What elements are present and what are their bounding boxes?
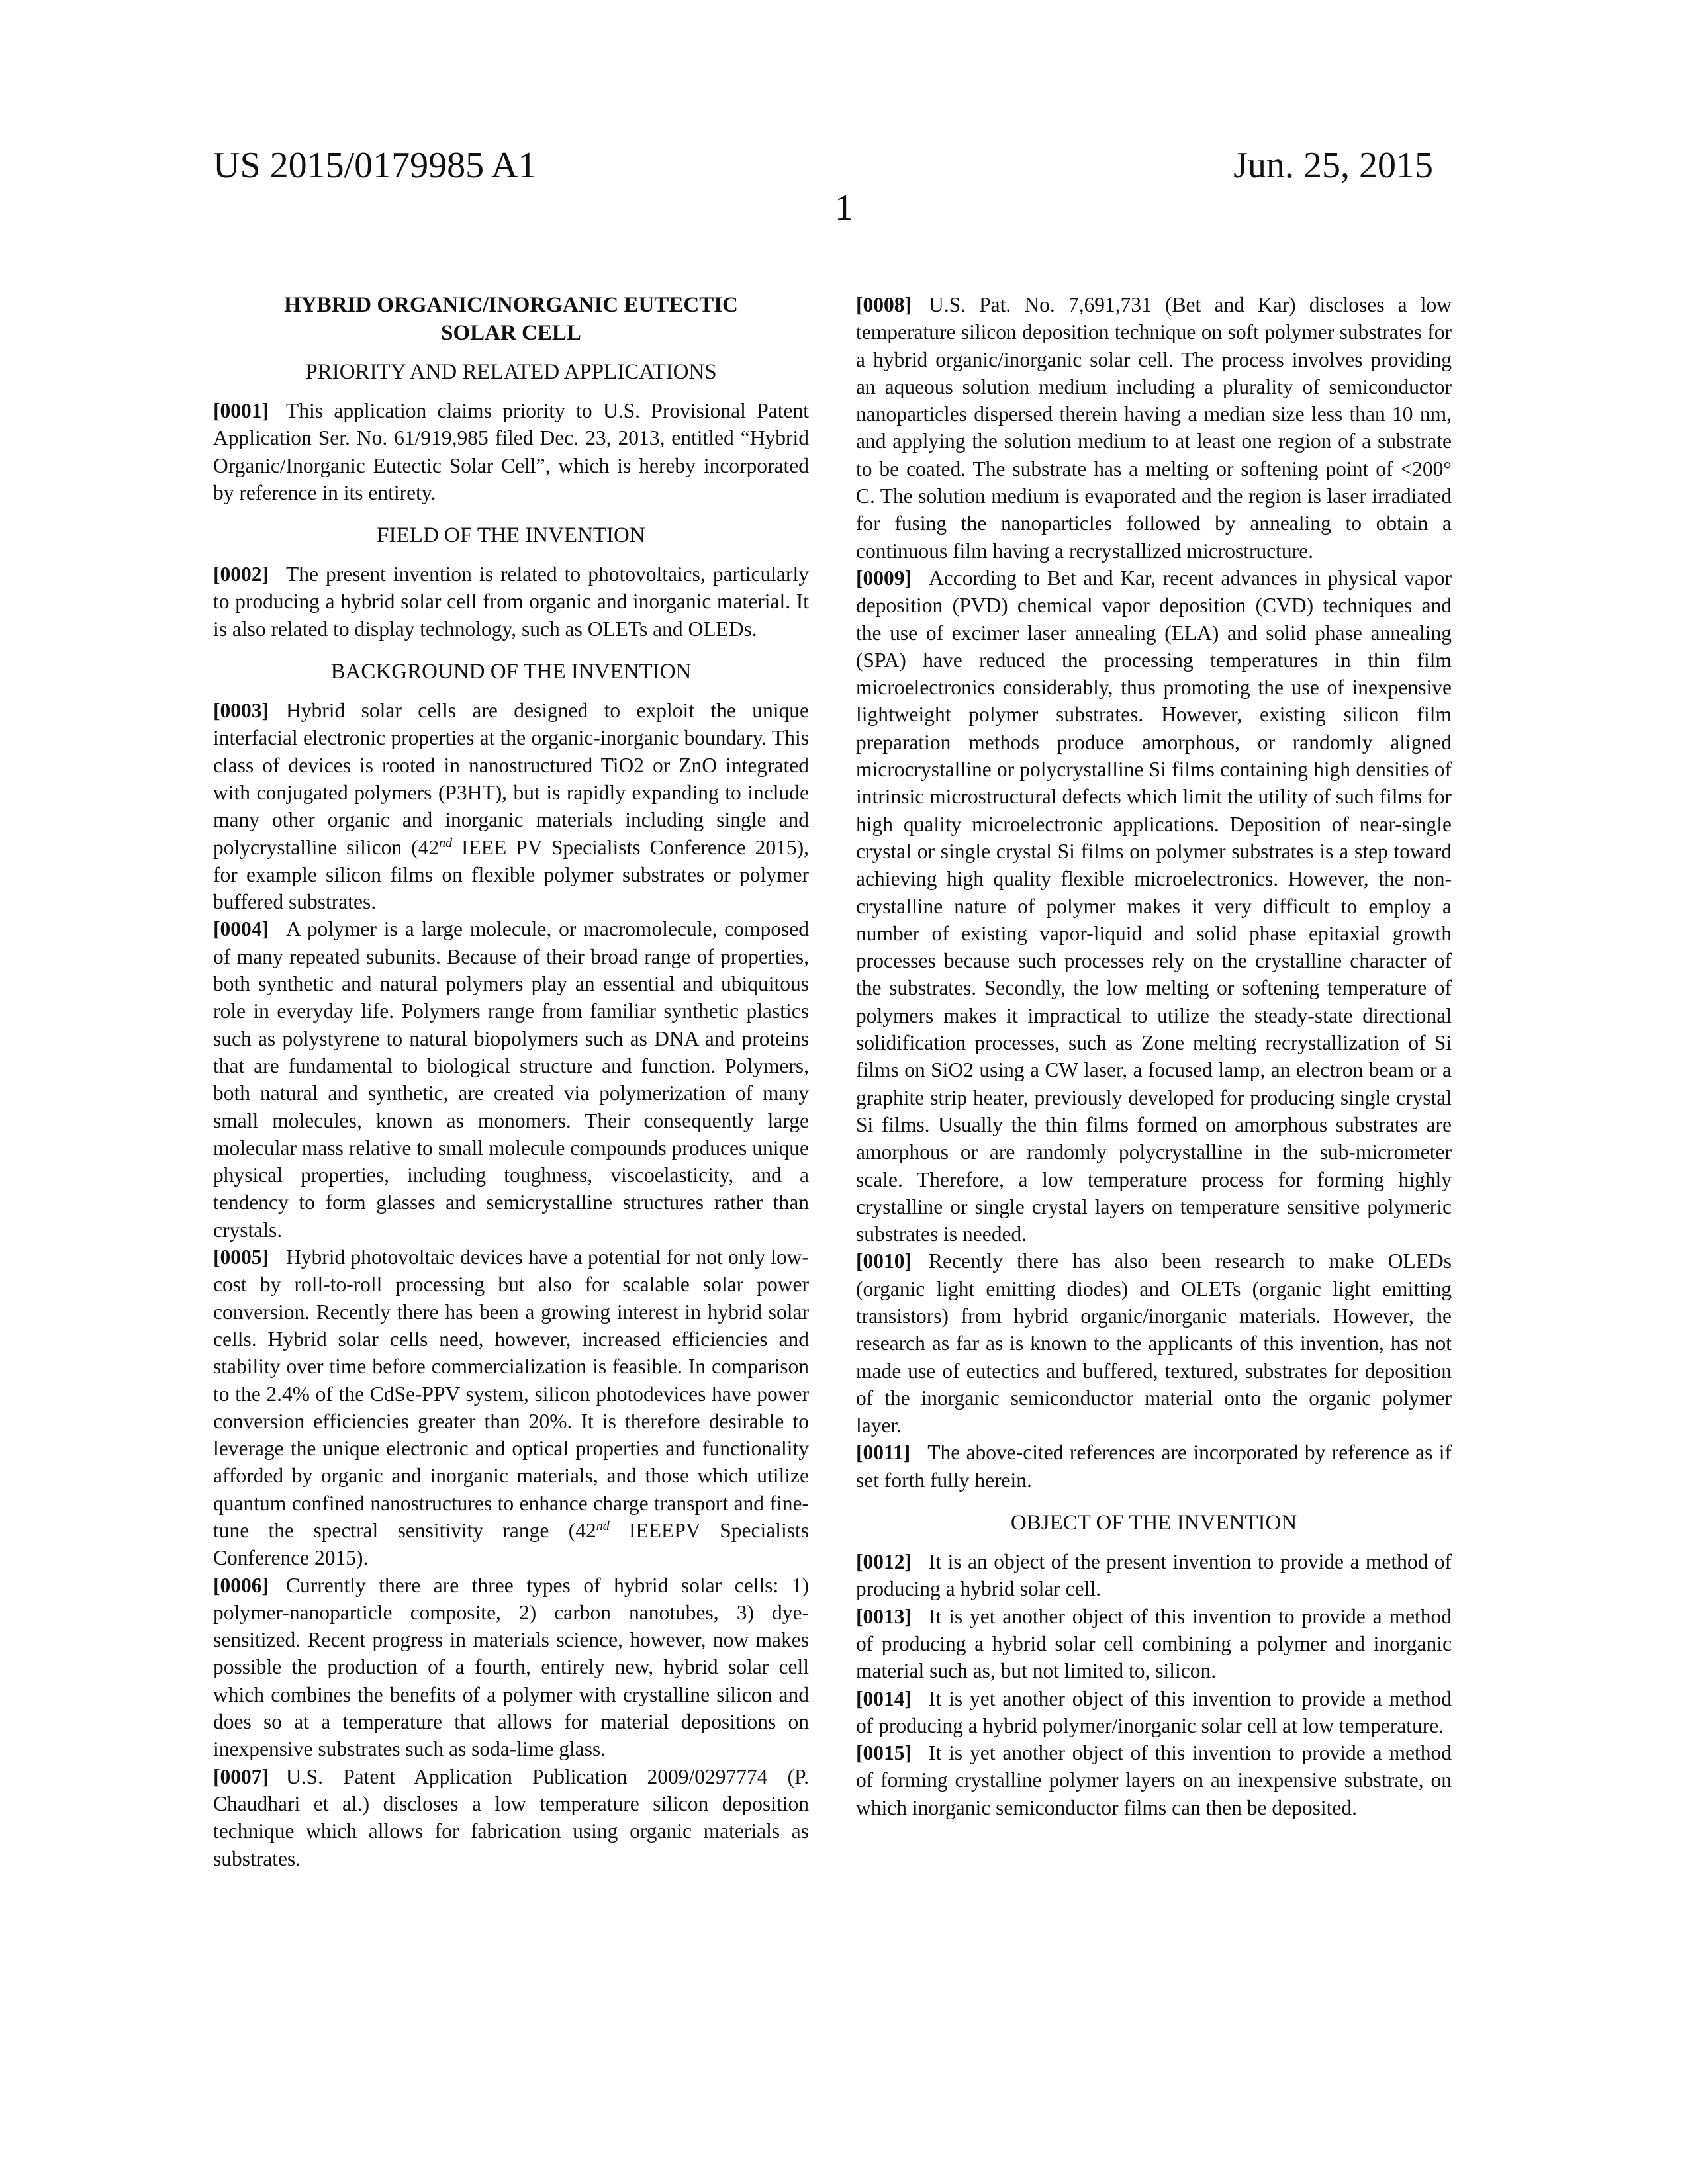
left-column — [213, 291, 809, 1872]
paragraph-0009 — [856, 565, 1452, 1248]
ordinal-superscript: nd — [596, 1518, 610, 1533]
paragraph-number: [0011] — [856, 1441, 911, 1465]
paragraph-0005 — [213, 1244, 809, 1572]
paragraph-0002 — [213, 561, 809, 643]
paragraph-text: The above-cited references are incorporated by reference as if set forth fully herein. — [856, 1441, 1452, 1492]
paragraph-number: [0009] — [856, 566, 912, 590]
paragraph-number: [0013] — [856, 1604, 912, 1628]
paragraph-number: [0005] — [213, 1246, 269, 1269]
paragraph-text: It is yet another object of this invention to provide a method of producing a hybrid polymer/inorganic solar cell at low temperature. — [856, 1686, 1452, 1737]
section-heading-object: OBJECT OF THE INVENTION — [1010, 1511, 1297, 1535]
paragraph-number: [0007] — [213, 1764, 269, 1788]
paragraph-text: U.S. Patent Application Publication 2009/0297774 (P. Chaudhari et al.) discloses a low temperature silicon deposition technique which allows for fabrication using organic materials as substrates. — [213, 1764, 809, 1870]
paragraph-number: [0008] — [856, 293, 912, 316]
paragraph-number: [0010] — [856, 1250, 912, 1273]
paragraph-number: [0012] — [856, 1550, 912, 1574]
paragraph-text: According to Bet and Kar, recent advances in physical vapor deposition (PVD) chemical vapor deposition (CVD) techniques and the use of excimer laser annealing (ELA) and solid phase annealing (SPA) have reduced the processing temperatures in thin film microelectronics considerably, thus promoting the use of inexpensive lightweight polymer substrates. However, existing silicon film preparation methods produce amorphous, or randomly aligned microcrystalline or polycrystalline Si films containing high densities of intrinsic microstructural defects which limit the utility of such films for high quality microelectronic applications. Deposition of near-single crystal or single crystal Si films on polymer substrates is a step toward achieving high quality flexible microelectronics. However, the non-crystalline nature of polymer makes it very difficult to employ a number of existing vapor-liquid and solid phase epitaxial growth processes because such processes rely on the crystalline character of the substrates. Secondly, the low melting or softening temperature of polymers makes it impractical to utilize the steady-state directional solidification processes, such as Zone melting recrystallization of Si films on SiO2 using a CW laser, a focused lamp, an electron beam or a graphite strip heater, previously developed for producing single crystal Si films. Usually the thin films formed on amorphous substrates are amorphous or are randomly polycrystalline in the sub-micrometer scale. Therefore, a low temperature process for forming highly crystalline or single crystal layers on temperature sensitive polymeric substrates is needed. — [856, 566, 1452, 1246]
paragraph-number: [0001] — [213, 399, 269, 422]
paragraph-text-continued: IEEE PV Specialists Conference 2015), for example silicon films on flexible polymer substrates or polymer buffered substrates. — [213, 835, 809, 914]
paragraph-text: It is an object of the present invention to provide a method of producing a hybrid solar cell. — [856, 1550, 1452, 1601]
paragraph-text: Hybrid photovoltaic devices have a potential for not only low-cost by roll-to-roll processing but also for scalable solar power conversion. Recently there has been a growing interest in hybrid solar cells. Hybrid solar cells need, however, increased efficiencies and stability over time before commercialization is feasible. In comparison to the 2.4% of the CdSe-PPV system, silicon photodevices have power conversion efficiencies greater than 20%. It is therefore desirable to leverage the unique electronic and optical properties and functionality afforded by organic and inorganic materials, and those which utilize quantum confined nanostructures to enhance charge transport and fine-tune the spectral sensitivity range (42 — [213, 1246, 809, 1542]
paragraph-text: It is yet another object of this invention to provide a method of producing a hybrid solar cell combining a polymer and inorganic material such as, but not limited to, silicon. — [856, 1604, 1452, 1683]
paragraph-0015 — [856, 1739, 1452, 1821]
title-line-2: SOLAR CELL — [441, 321, 581, 345]
page-number: 1 — [835, 187, 853, 228]
paragraph-text: The present invention is related to photovoltaics, particularly to producing a hybrid solar cell from organic and inorganic material. It is also related to display technology, such as OLETs and OLEDs. — [213, 563, 809, 641]
title-line-1: HYBRID ORGANIC/INORGANIC EUTECTIC — [284, 293, 738, 317]
paragraph-0011 — [856, 1439, 1452, 1494]
paragraph-text: This application claims priority to U.S. Provisional Patent Application Ser. No. 61/919,985 filed Dec. 23, 2013, entitled “Hybrid Organic/Inorganic Eutectic Solar Cell”, which is hereby incorporated by reference in its entirety. — [213, 399, 809, 504]
paragraph-number: [0006] — [213, 1573, 269, 1597]
section-heading-priority: PRIORITY AND RELATED APPLICATIONS — [305, 360, 717, 384]
paragraph-number: [0003] — [213, 699, 269, 723]
paragraph-text: Recently there has also been research to make OLEDs (organic light emitting diodes) and OLETs (organic light emitting transistors) from hybrid organic/inorganic materials. However, the research as far as is known to the applicants of this invention, has not made use of eutectics and buffered, textured, substrates for deposition of the inorganic semiconductor material onto the organic polymer layer. — [856, 1250, 1452, 1437]
paragraph-0001 — [213, 397, 809, 506]
paragraph-0007 — [213, 1763, 809, 1872]
ordinal-superscript: nd — [439, 835, 453, 850]
paragraph-number: [0004] — [213, 917, 269, 941]
publication-date: Jun. 25, 2015 — [1233, 145, 1433, 186]
paragraph-text: U.S. Pat. No. 7,691,731 (Bet and Kar) discloses a low temperature silicon deposition technique on soft polymer substrates for a hybrid organic/inorganic solar cell. The process involves providing an aqueous solution medium including a plurality of semiconductor nanoparticles dispersed therein having a median size less than 10 nm, and applying the solution medium to at least one region of a substrate to be coated. The substrate has a melting or softening point of <200° C. The solution medium is evaporated and the region is laser irradiated for fusing the nanoparticles followed by annealing to obtain a continuous film having a recrystallized microstructure. — [856, 293, 1452, 563]
section-heading-field: FIELD OF THE INVENTION — [377, 523, 645, 548]
paragraph-text: A polymer is a large molecule, or macromolecule, composed of many repeated subunits. Because of their broad range of properties, both synthetic and natural polymers play an essential and ubiquitous role in everyday life. Polymers range from familiar synthetic plastics such as polystyrene to natural biopolymers such as DNA and proteins that are fundamental to biological structure and function. Polymers, both natural and synthetic, are created via polymerization of many small molecules, known as monomers. Their consequently large molecular mass relative to small molecule compounds produces unique physical properties, including toughness, viscoelasticity, and a tendency to form glasses and semicrystalline structures rather than crystals. — [213, 917, 809, 1242]
paragraph-text: It is yet another object of this invention to provide a method of forming crystalline polymer layers on an inexpensive substrate, on which inorganic semiconductor films can then be deposited. — [856, 1741, 1452, 1819]
paragraph-0013 — [856, 1603, 1452, 1685]
paragraph-number: [0002] — [213, 563, 269, 586]
paragraph-text-continued: IEEEPV Specialists Conference 2015). — [213, 1518, 809, 1570]
paragraph-0004 — [213, 915, 809, 1244]
paragraph-0010 — [856, 1248, 1452, 1439]
paragraph-0003 — [213, 697, 809, 915]
paragraph-text: Currently there are three types of hybrid solar cells: 1) polymer-nanoparticle composite, 2) carbon nanotubes, 3) dye-sensitized. Recent progress in materials science, however, now makes possible the production of a fourth, entirely new, hybrid solar cell which combines the benefits of a polymer with crystalline silicon and does so at a temperature that allows for material depositions on inexpensive substrates such as soda-lime glass. — [213, 1573, 809, 1761]
document-title — [213, 291, 809, 347]
paragraph-text: Hybrid solar cells are designed to exploit the unique interfacial electronic properties at the organic-inorganic boundary. This class of devices is rooted in nanostructured TiO2 or ZnO integrated with conjugated polymers (P3HT), but is rapidly expanding to include many other organic and inorganic materials including single and polycrystalline silicon (42 — [213, 699, 809, 859]
publication-number: US 2015/0179985 A1 — [213, 145, 537, 186]
paragraph-0014 — [856, 1685, 1452, 1740]
paragraph-number: [0014] — [856, 1686, 912, 1710]
paragraph-0008 — [856, 291, 1452, 565]
section-heading-background: BACKGROUND OF THE INVENTION — [330, 660, 692, 684]
right-column — [856, 291, 1452, 1821]
paragraph-0006 — [213, 1572, 809, 1763]
paragraph-number: [0015] — [856, 1741, 912, 1765]
paragraph-0012 — [856, 1548, 1452, 1603]
